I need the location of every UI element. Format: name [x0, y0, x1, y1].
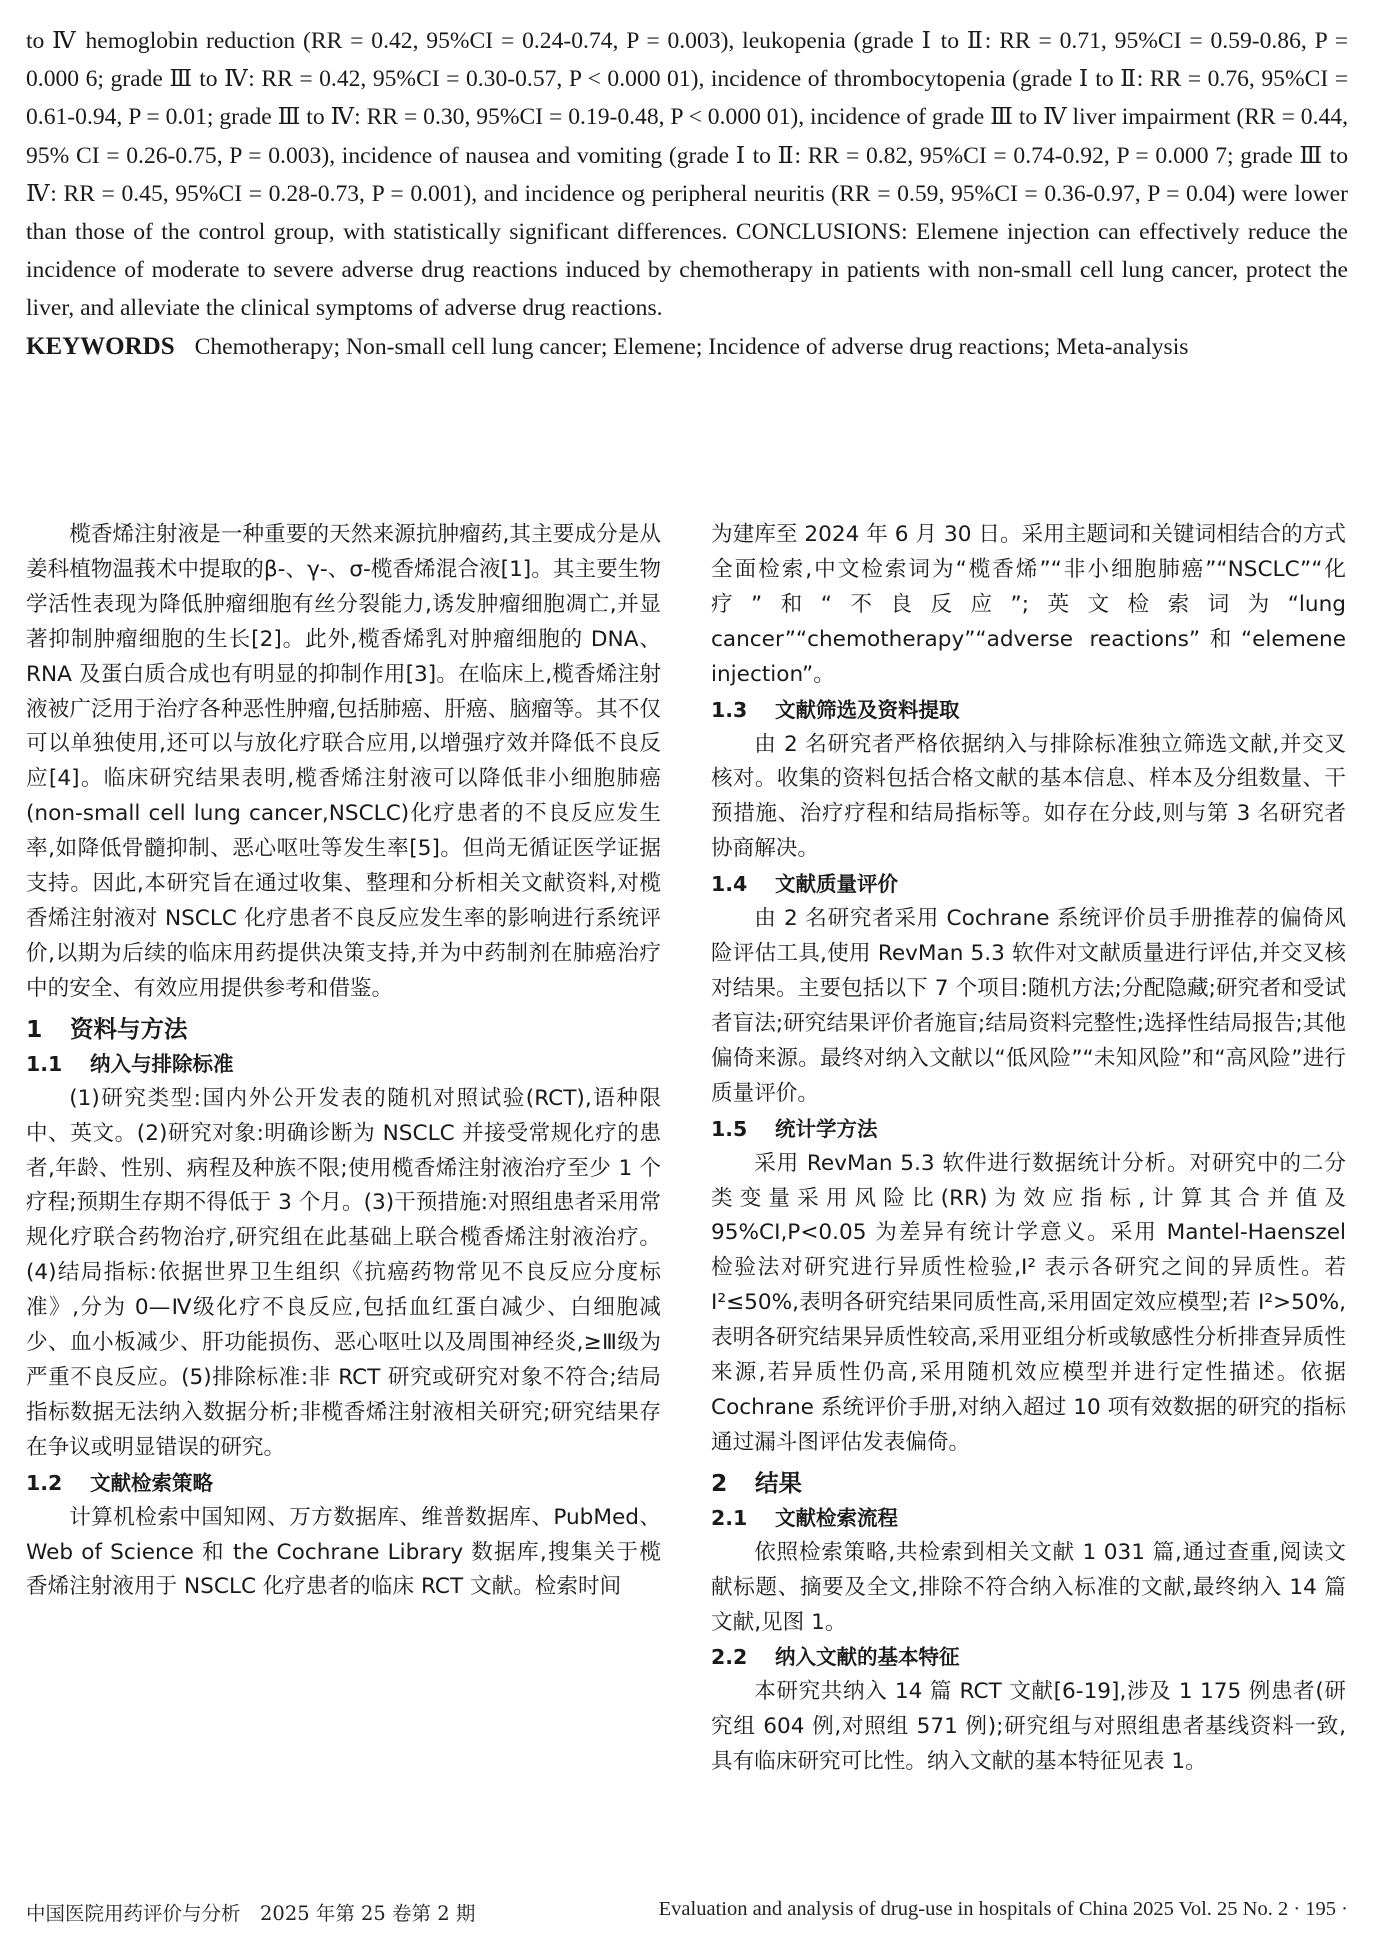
section-2-2-paragraph: 本研究共纳入 14 篇 RCT 文献[6-19],涉及 1 175 例患者(研究组 604 例,对照组 571 例);研究组与对照组患者基线资料一致,具有临床研究可比性。纳入文献的基本特征见表 1。 — [711, 1679, 1346, 1775]
section-2-1-number: 2.1 — [711, 1505, 748, 1530]
section-2-number: 2 — [711, 1468, 728, 1497]
section-1-4-number: 1.4 — [711, 872, 748, 897]
footer-journal-chinese: 中国医院用药评价与分析 2025 年第 25 卷第 2 期 — [26, 1902, 476, 1925]
section-1-4-paragraph: 由 2 名研究者采用 Cochrane 系统评价员手册推荐的偏倚风险评估工具,使用 RevMan 5.3 软件对文献质量进行评估,并交叉核对结果。主要包括以下 7 个项目:随机方法;分配隐藏;研究者和受试者盲法;研究结果评价者施盲;结局资料完整性;选择性结局报告;其他偏倚来源。最终对纳入文献以“低风险”“未知风险”和“高风险”进行质量评价。 — [711, 906, 1346, 1106]
keywords-line — [26, 328, 1348, 366]
section-1-2-heading — [26, 1466, 661, 1501]
footer-journal-english: Evaluation and analysis of drug-use in hospitals of China 2025 Vol. 25 No. 2 · 195 · — [658, 1898, 1348, 1920]
section-1-number: 1 — [26, 1014, 43, 1043]
section-1-3-paragraph: 由 2 名研究者严格依据纳入与排除标准独立筛选文献,并交叉核对。收集的资料包括合格文献的基本信息、样本及分组数量、干预措施、治疗疗程和结局指标等。如存在分歧,则与第 3 名研究者协商解决。 — [711, 731, 1346, 862]
section-1-3-heading — [711, 693, 1346, 728]
section-1-3-number: 1.3 — [711, 697, 748, 722]
section-1-5-title: 统计学方法 — [775, 1116, 878, 1141]
section-2-2-heading — [711, 1640, 1346, 1675]
section-1-1-number: 1.1 — [26, 1051, 63, 1076]
section-2-2-title: 纳入文献的基本特征 — [775, 1645, 960, 1670]
abstract-block — [26, 22, 1348, 366]
section-2-2-number: 2.2 — [711, 1645, 748, 1670]
section-2-1-paragraph: 依照检索策略,共检索到相关文献 1 031 篇,通过查重,阅读文献标题、摘要及全文,排除不符合纳入标准的文献,最终纳入 14 篇文献,见图 1。 — [711, 1539, 1346, 1635]
left-column — [26, 518, 661, 1605]
section-1-1-heading — [26, 1047, 661, 1082]
keywords-text: Chemotherapy; Non-small cell lung cancer; Elemene; Incidence of adverse drug reactions; Meta-analysis — [194, 333, 1189, 360]
section-1-3-title: 文献筛选及资料提取 — [775, 697, 960, 722]
right-column — [711, 518, 1346, 1780]
section-2-heading — [711, 1465, 1346, 1501]
section-1-title: 资料与方法 — [70, 1014, 188, 1043]
section-1-4-title: 文献质量评价 — [775, 872, 898, 897]
section-1-5-paragraph: 采用 RevMan 5.3 软件进行数据统计分析。对研究中的二分类变量采用风险比(RR)为效应指标,计算其合并值及 95%CI,P<0.05 为差异有统计学意义。采用 Mantel-Haenszel 检验法对研究进行异质性检验,I² 表示各研究之间的异质性。若 I²≤50%,表明各研究结果同质性高,采用固定效应模型;若 I²>50%,表明各研究结果异质性较高,采用亚组分析或敏感性分析排查异质性来源,若异质性仍高,采用随机效应模型并进行定性描述。依据 Cochrane 系统评价手册,对纳入超过 10 项有效数据的研究的指标通过漏斗图评估发表偏倚。 — [711, 1150, 1346, 1455]
section-1-2-continued: 为建库至 2024 年 6 月 30 日。采用主题词和关键词相结合的方式全面检索,中文检索词为“榄香烯”“非小细胞肺癌”“NSCLC”“化疗”和“不良反应”;英文检索词为“lung cancer”“chemotherapy”“adverse reactions”和“elemene injection”。 — [711, 522, 1346, 687]
section-2-title: 结果 — [755, 1468, 802, 1497]
section-1-2-number: 1.2 — [26, 1470, 63, 1495]
section-2-1-title: 文献检索流程 — [775, 1505, 898, 1530]
section-1-5-heading — [711, 1112, 1346, 1147]
keywords-label: KEYWORDS — [26, 332, 175, 360]
section-1-4-heading — [711, 867, 1346, 902]
abstract-results-text: to Ⅳ hemoglobin reduction (RR = 0.42, 95%CI = 0.24-0.74, P = 0.003), leukopenia (grade Ⅰ to Ⅱ: RR = 0.71, 95%CI = 0.59-0.86, P = 0.000 6; grade Ⅲ to Ⅳ: RR = 0.42, 95%CI = 0.30-0.57, P < 0.000 01), incidence of thrombocytopenia (grade Ⅰ to Ⅱ: RR = 0.76, 95%CI = 0.61-0.94, P = 0.01; grade Ⅲ to Ⅳ: RR = 0.30, 95%CI = 0.19-0.48, P < 0.000 01), incidence of grade Ⅲ to Ⅳ liver impairment (RR = 0.44, 95% CI = 0.26-0.75, P = 0.003), incidence of nausea and vomiting (grade Ⅰ to Ⅱ: RR = 0.82, 95%CI = 0.74-0.92, P = 0.000 7; grade Ⅲ to Ⅳ: RR = 0.45, 95%CI = 0.28-0.73, P = 0.001), and incidence og peripheral neuritis (RR = 0.59, 95%CI = 0.36-0.97, P = 0.04) were lower than those of the control group, with statistically significant differences. CONCLUSIONS: Elemene injection can effectively reduce the incidence of moderate to severe adverse drug reactions induced by chemotherapy in patients with non-small cell lung cancer, protect the liver, and alleviate the clinical symptoms of adverse drug reactions. — [26, 28, 1348, 322]
section-1-5-number: 1.5 — [711, 1116, 748, 1141]
section-2-1-heading — [711, 1501, 1346, 1536]
section-1-1-title: 纳入与排除标准 — [90, 1051, 234, 1076]
section-1-2-paragraph: 计算机检索中国知网、万方数据库、维普数据库、PubMed、Web of Science 和 the Cochrane Library 数据库,搜集关于榄香烯注射液用于 NSCLC 化疗患者的临床 RCT 文献。检索时间 — [26, 1504, 661, 1600]
intro-paragraph: 榄香烯注射液是一种重要的天然来源抗肿瘤药,其主要成分是从姜科植物温莪术中提取的β-、γ-、σ-榄香烯混合液[1]。其主要生物学活性表现为降低肿瘤细胞有丝分裂能力,诱发肿瘤细胞凋亡,并显著抑制肿瘤细胞的生长[2]。此外,榄香烯乳对肿瘤细胞的 DNA、RNA 及蛋白质合成也有明显的抑制作用[3]。在临床上,榄香烯注射液被广泛用于治疗各种恶性肿瘤,包括肺癌、肝癌、脑瘤等。其不仅可以单独使用,还可以与放化疗联合应用,以增强疗效并降低不良反应[4]。临床研究结果表明,榄香烯注射液可以降低非小细胞肺癌(non-small cell lung cancer,NSCLC)化疗患者的不良反应发生率,如降低骨髓抑制、恶心呕吐等发生率[5]。但尚无循证医学证据支持。因此,本研究旨在通过收集、整理和分析相关文献资料,对榄香烯注射液对 NSCLC 化疗患者不良反应发生率的影响进行系统评价,以期为后续的临床用药提供决策支持,并为中药制剂在肺癌治疗中的安全、有效应用提供参考和借鉴。 — [26, 522, 661, 1001]
section-1-2-title: 文献检索策略 — [90, 1470, 213, 1495]
section-1-1-paragraph: (1)研究类型:国内外公开发表的随机对照试验(RCT),语种限中、英文。(2)研究对象:明确诊断为 NSCLC 并接受常规化疗的患者,年龄、性别、病程及种族不限;使用榄香烯注射液治疗至少 1 个疗程;预期生存期不得低于 3 个月。(3)干预措施:对照组患者采用常规化疗联合药物治疗,研究组在此基础上联合榄香烯注射液治疗。(4)结局指标:依据世界卫生组织《抗癌药物常见不良反应分度标准》,分为 0—Ⅳ级化疗不良反应,包括血红蛋白减少、白细胞减少、血小板减少、肝功能损伤、恶心呕吐以及周围神经炎,≥Ⅲ级为严重不良反应。(5)排除标准:非 RCT 研究或研究对象不符合;结局指标数据无法纳入数据分析;非榄香烯注射液相关研究;研究结果存在争议或明显错误的研究。 — [26, 1085, 661, 1460]
section-1-heading — [26, 1011, 661, 1047]
